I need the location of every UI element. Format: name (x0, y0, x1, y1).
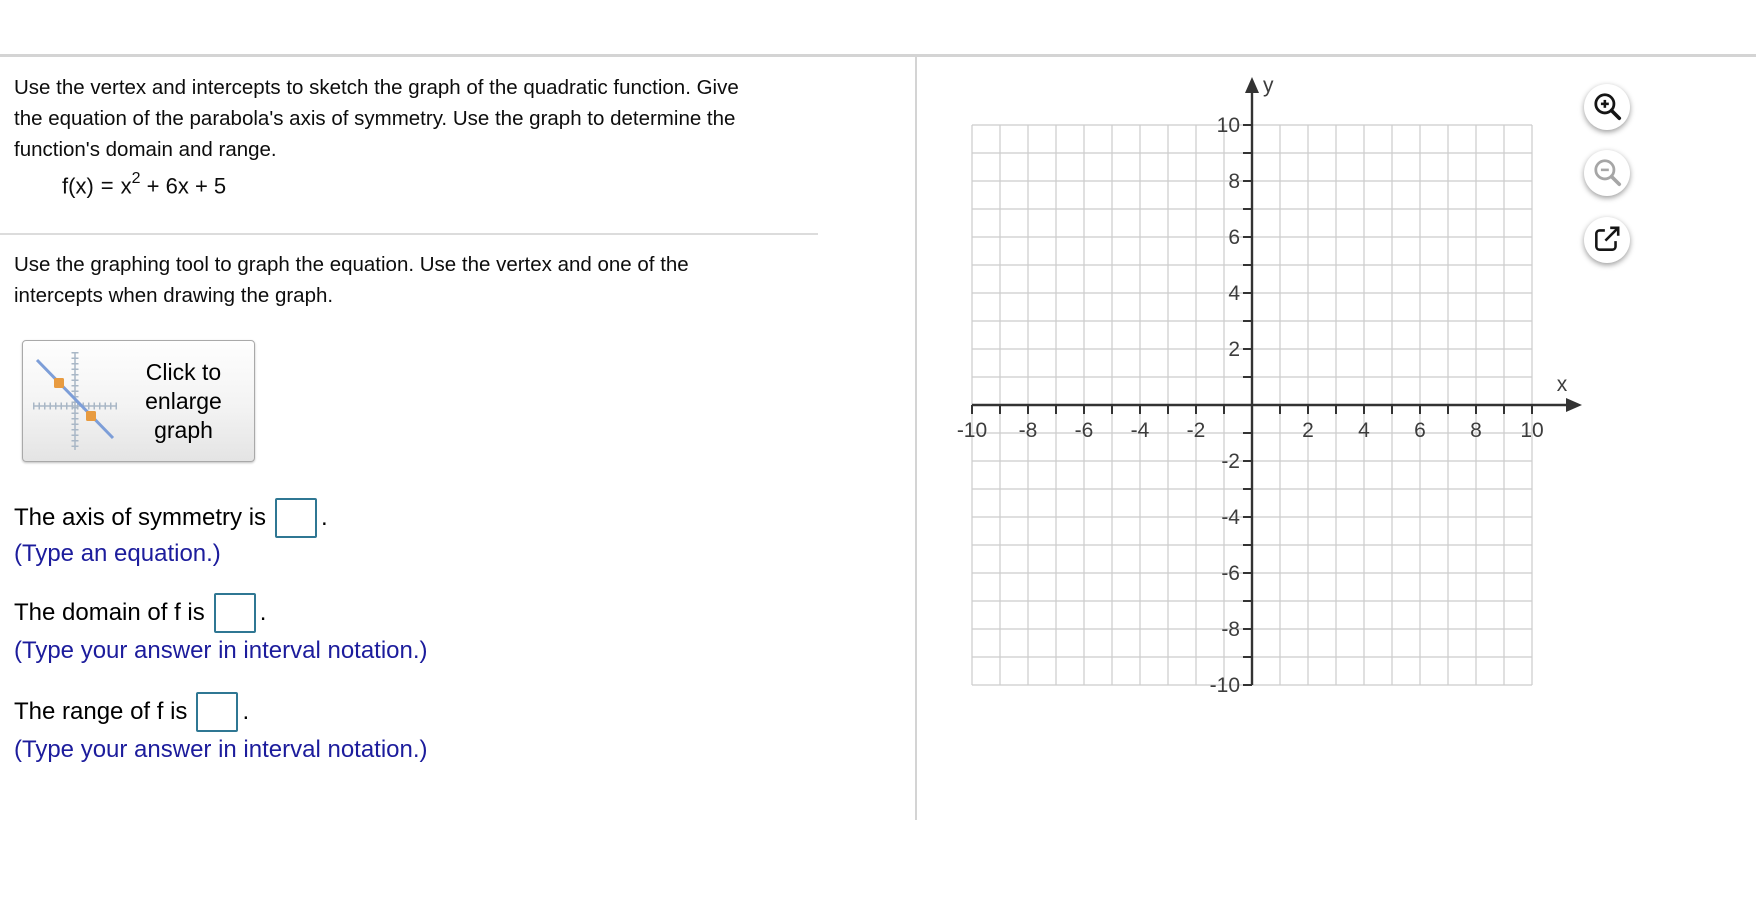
svg-text:10: 10 (1520, 419, 1544, 442)
open-in-new-window-icon (1591, 223, 1623, 258)
range-hint: (Type your answer in interval notation.) (14, 736, 428, 763)
svg-text:-10: -10 (1209, 674, 1240, 697)
svg-text:2: 2 (1302, 419, 1314, 442)
equation-exponent: 2 (131, 170, 141, 187)
equation-separator-rule (0, 233, 818, 235)
mini-line-graph-icon (29, 346, 121, 457)
equation-lhs: f(x) (62, 173, 94, 199)
svg-text:8: 8 (1470, 419, 1482, 442)
range-prompt: The range of f is (14, 698, 188, 725)
axis-of-symmetry-row (14, 498, 328, 538)
zoom-in-button[interactable] (1584, 84, 1630, 130)
domain-hint: (Type your answer in interval notation.) (14, 637, 428, 664)
sentence-period: . (259, 599, 267, 626)
svg-text:4: 4 (1228, 282, 1240, 305)
svg-text:6: 6 (1228, 226, 1240, 249)
equation-tail: + 6x + 5 (146, 173, 227, 199)
domain-row (14, 593, 266, 633)
sentence-period: . (321, 504, 328, 531)
range-input[interactable] (196, 692, 238, 732)
svg-text:-2: -2 (1186, 419, 1206, 442)
svg-text:6: 6 (1414, 419, 1426, 442)
svg-text:-8: -8 (1018, 419, 1038, 442)
open-graph-window-button[interactable] (1584, 217, 1630, 263)
domain-input[interactable] (214, 593, 256, 633)
axis-of-symmetry-input[interactable] (275, 498, 317, 538)
function-equation (62, 172, 226, 199)
axis-of-symmetry-prompt: The axis of symmetry is (14, 504, 267, 531)
svg-text:-4: -4 (1130, 419, 1150, 442)
zoom-out-icon (1591, 156, 1623, 191)
svg-text:-2: -2 (1221, 450, 1240, 473)
axis-of-symmetry-hint: (Type an equation.) (14, 540, 221, 567)
svg-text:y: y (1263, 74, 1274, 97)
svg-text:10: 10 (1216, 114, 1240, 137)
svg-text:4: 4 (1358, 419, 1370, 442)
svg-text:-6: -6 (1221, 562, 1240, 585)
equation-equals: = (100, 173, 114, 199)
svg-text:-6: -6 (1074, 419, 1094, 442)
svg-text:x: x (1556, 373, 1568, 396)
domain-prompt: The domain of f is (14, 599, 205, 626)
equation-base: x (120, 173, 132, 199)
sentence-period: . (242, 698, 250, 725)
svg-text:-10: -10 (956, 419, 988, 442)
range-row (14, 692, 249, 732)
svg-text:-8: -8 (1221, 618, 1240, 641)
enlarge-graph-button[interactable] (22, 340, 255, 462)
coordinate-grid[interactable] (850, 48, 1590, 728)
svg-text:-4: -4 (1221, 506, 1240, 529)
problem-statement: Use the vertex and intercepts to sketch the graph of the quadratic function. Give the equation of the parabola's axis of symmetry. Use the graph to determine the function's domain and range. (14, 76, 739, 161)
zoom-in-icon (1591, 90, 1623, 125)
enlarge-graph-button-label: Click to enlarge graph (145, 358, 222, 443)
svg-text:2: 2 (1228, 338, 1240, 361)
svg-text:8: 8 (1228, 170, 1240, 193)
zoom-out-button[interactable] (1584, 150, 1630, 196)
graphing-instruction: Use the graphing tool to graph the equation. Use the vertex and one of the intercepts when drawing the graph. (14, 253, 689, 307)
